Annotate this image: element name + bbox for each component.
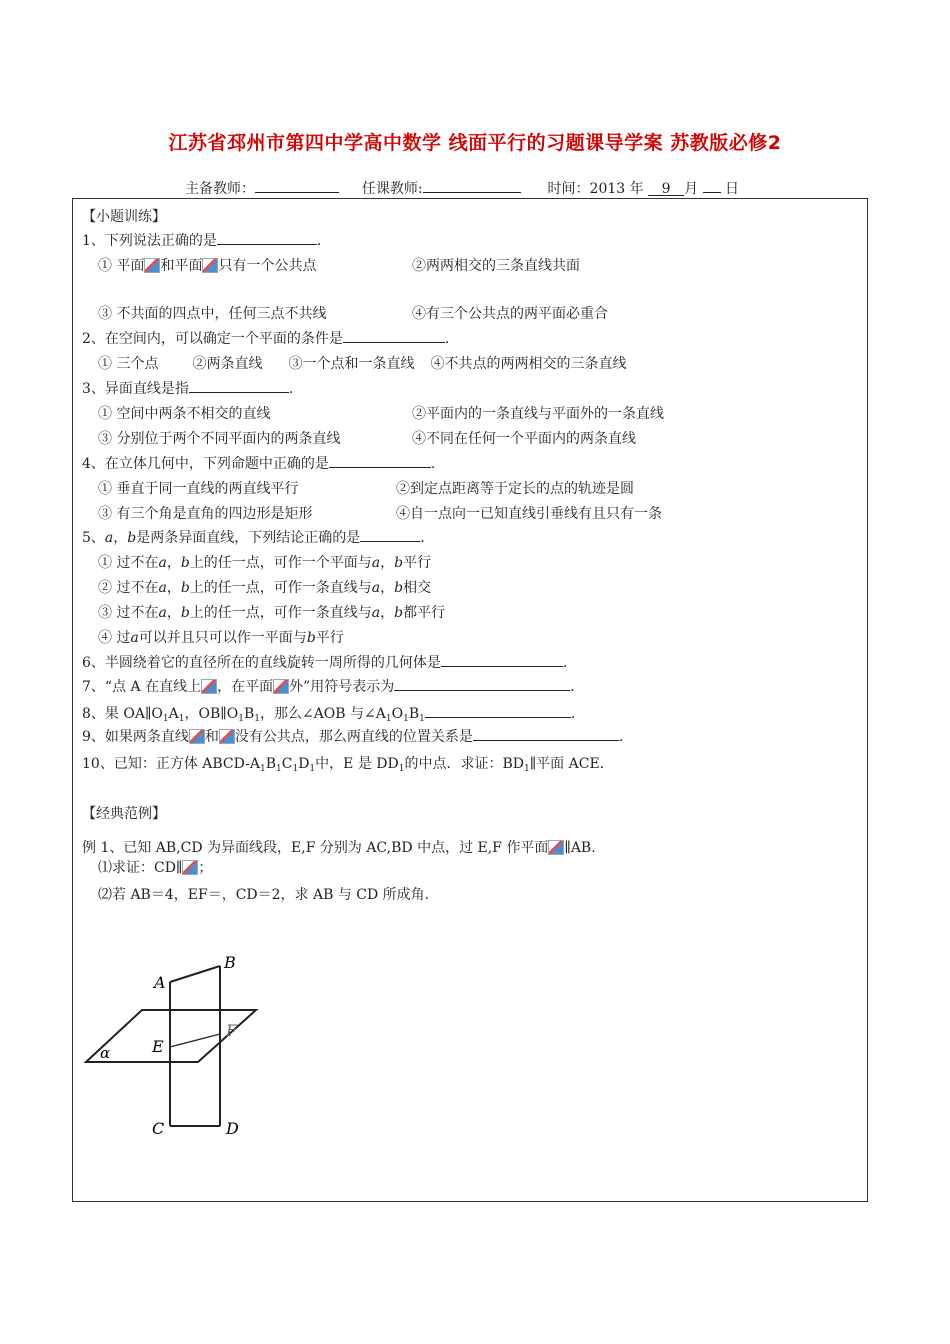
q7-answer-blank xyxy=(394,677,570,691)
label-a: A xyxy=(154,973,166,992)
q1-stem: 1、下列说法正确的是 xyxy=(82,233,217,249)
q4-option-3: ③ 有三个角是直角的四边形是矩形 xyxy=(98,506,313,522)
q5-option-3: ③ 过不在a，b上的任一点，可作一条直线与a，b都平行 xyxy=(98,605,446,621)
segment-ef xyxy=(170,1034,220,1047)
q3-option-4: ④不同在任何一个平面内的两条直线 xyxy=(412,431,636,447)
day-label: 日 xyxy=(724,181,739,197)
q4-option-2: ②到定点距离等于定长的点的轨迹是圆 xyxy=(396,481,634,497)
image-placeholder-icon xyxy=(201,679,217,694)
image-placeholder-icon xyxy=(273,679,289,694)
q2-answer-blank xyxy=(343,329,445,343)
time-label: 时间：2013 年 xyxy=(547,181,644,197)
q5-answer-blank xyxy=(360,528,420,542)
q6-answer-blank xyxy=(441,653,563,667)
image-placeholder-icon xyxy=(202,258,218,273)
question-5: 5、a，b是两条异面直线，下列结论正确的是 . xyxy=(82,530,425,546)
image-placeholder-icon xyxy=(144,258,160,273)
course-teacher-blank xyxy=(423,178,521,193)
question-2: 2、在空间内，可以确定一个平面的条件是 . xyxy=(82,331,450,347)
label-c: C xyxy=(152,1119,165,1136)
meta-line xyxy=(185,178,739,198)
segment-ab xyxy=(170,966,220,982)
q4-answer-blank xyxy=(329,454,431,468)
q3-option-3: ③ 分别位于两个不同平面内的两条直线 xyxy=(98,431,341,447)
example-1-part-2: ⑵若 AB＝4，EF＝，CD＝2，求 AB 与 CD 所成角. xyxy=(98,887,430,903)
question-1: 1、下列说法正确的是 . xyxy=(82,233,322,249)
q4-option-1: ① 垂直于同一直线的两直线平行 xyxy=(98,481,299,497)
q1-option-3: ③ 不共面的四点中，任何三点不共线 xyxy=(98,306,327,322)
q5-option-2: ② 过不在a，b上的任一点，可作一条直线与a，b相交 xyxy=(98,580,432,596)
example-1-stem: 例 1、已知 AB,CD 为异面线段，E,F 分别为 AC,BD 中点，过 E,F 作平面 ∥AB. xyxy=(82,840,596,856)
q4-option-4: ④自一点向一已知直线引垂线有且只有一条 xyxy=(396,506,662,522)
question-9: 9、如果两条直线 和 没有公共点，那么两直线的位置关系是 . xyxy=(82,729,624,745)
label-alpha: α xyxy=(100,1044,111,1062)
q5-option-4: ④ 过a可以并且只可以作一平面与b平行 xyxy=(98,630,344,646)
image-placeholder-icon xyxy=(189,729,205,744)
label-f: F xyxy=(226,1021,238,1040)
geometry-figure xyxy=(80,946,260,1136)
example-1-part-1: ⑴求证：CD∥ ； xyxy=(98,860,213,876)
label-e: E xyxy=(152,1037,164,1056)
image-placeholder-icon xyxy=(219,729,235,744)
label-d: D xyxy=(226,1119,239,1136)
day-blank xyxy=(703,178,721,193)
page-title: 江苏省邳州市第四中学高中数学 线面平行的习题课导学案 苏教版必修2 xyxy=(168,132,782,154)
q2-options: ① 三个点 ②两条直线 ③一个点和一条直线 ④不共点的两两相交的三条直线 xyxy=(98,356,627,372)
q3-answer-blank xyxy=(189,379,289,393)
question-3: 3、异面直线是指 . xyxy=(82,381,294,397)
question-6: 6、半圆绕着它的直径所在的直线旋转一周所得的几何体是 . xyxy=(82,655,568,671)
image-placeholder-icon xyxy=(548,840,564,855)
q3-option-2: ②平面内的一条直线与平面外的一条直线 xyxy=(412,406,664,422)
month-label: 月 xyxy=(684,181,699,197)
question-4: 4、在立体几何中，下列命题中正确的是 . xyxy=(82,456,436,472)
section-small-exercises: 【小题训练】 xyxy=(82,209,166,225)
main-teacher-blank xyxy=(255,178,339,193)
q5-option-1: ① 过不在a，b上的任一点，可作一个平面与a，b平行 xyxy=(98,555,432,571)
question-7: 7、“点 A 在直线上 ，在平面 外”用符号表示为 . xyxy=(82,679,575,695)
question-8: 8、果 $OA\parallel O_1A_1$，$OB\parallel O_1B_1$，那么∠AOB 与$\angle A_1O_1B_1$ . xyxy=(82,706,576,724)
label-b: B xyxy=(224,953,236,972)
q9-answer-blank xyxy=(473,727,619,741)
q8-answer-blank xyxy=(425,704,571,718)
section-classic-examples: 【经典范例】 xyxy=(82,806,166,822)
main-teacher-label: 主备教师： xyxy=(185,181,255,197)
month-value: 9 xyxy=(648,181,684,196)
image-placeholder-icon xyxy=(182,860,198,875)
q1-option-4: ④有三个公共点的两平面必重合 xyxy=(412,306,608,322)
q3-option-1: ① 空间中两条不相交的直线 xyxy=(98,406,271,422)
q1-answer-blank xyxy=(217,231,317,245)
question-10: 10、已知：正方体 ABCD-$A_1B_1C_1D_1$中，E 是 $DD_1$的中点．求证：$BD_1\parallel$平面 ACE． xyxy=(82,756,614,774)
q1-option-2: ②两两相交的三条直线共面 xyxy=(412,258,580,274)
q1-option-1: ① 平面 和平面 只有一个公共点 xyxy=(98,258,317,274)
course-teacher-label: 任课教师: xyxy=(361,181,423,197)
